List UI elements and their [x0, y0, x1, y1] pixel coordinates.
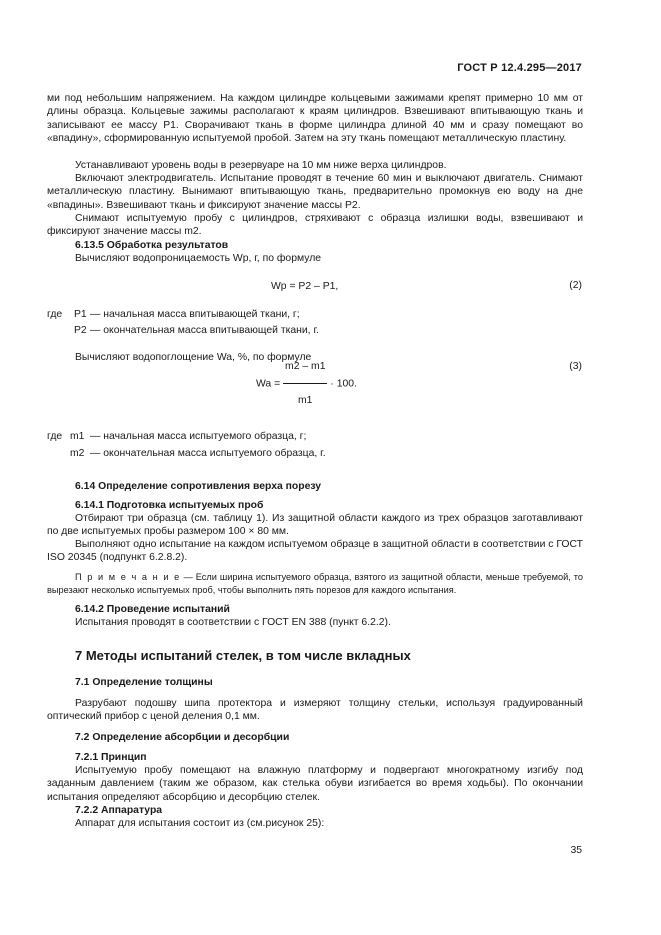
formula-2: Wp = P2 – P1, [271, 281, 339, 292]
paragraph-2: Устанавливают уровень воды в резервуаре на 10 мм ниже верха цилиндров. [75, 160, 447, 171]
section-7-1-title: 7.1 Определение толщины [75, 677, 213, 688]
formula-3 [256, 351, 357, 416]
formula-3-fraction [283, 351, 327, 416]
note-label: П р и м е ч а н и е [75, 572, 181, 582]
where-1-symbol-1: P1 [74, 309, 87, 320]
paragraph-4: Снимают испытуемую пробу с цилиндров, стряхивают с образца излишки воды, взвешивают и фиксируют значение массы m2. [47, 213, 583, 238]
formula-2-number: (2) [569, 280, 582, 291]
section-6-13-5-title: 6.13.5 Обработка результатов [75, 240, 229, 251]
page-number: 35 [570, 845, 582, 856]
where-1-symbol-2: P2 [74, 325, 87, 336]
section-6-14-2-p1: Испытания проводят в соответствии с ГОСТ EN 388 (пункт 6.2.2). [75, 617, 391, 628]
formula-3-lhs: Wa = [256, 378, 281, 390]
where-2-line-2: — окончательная масса испытуемого образца, г. [90, 448, 326, 459]
absorption-intro: Вычисляют водопоглощение Wa, %, по формуле [75, 352, 312, 363]
section-6-14-2-title: 6.14.2 Проведение испытаний [75, 604, 230, 615]
section-7-2-2-p1: Аппарат для испытания состоит из (см.рисунок 25): [75, 818, 325, 829]
section-6-14-1-p1: Отбирают три образца (см. таблицу 1). Из защитной области каждого из трех образцов заготавливают по две испытуемых пробы размером 100 × 80 мм. [47, 513, 583, 538]
note-text: — Если ширина испытуемого образца, взятого из защитной области, меньше требуемой, то вырезают несколько испытуемых проб, чтобы выполнить пять порезов для каждого испытания. [47, 572, 584, 595]
paragraph-1: ми под небольшим напряжением. На каждом цилиндре кольцевыми зажимами крепят примерно 10 мм от длины образца. Кольцевые зажимы располагают к краям цилиндров. Взвешивают впитывающую ткань и записывают ее массу P1. Сворачивают ткань в форме цилиндра длиной 40 мм и сразу помещают во «впадину», сформированную испытуемой пробой. Затем на эту ткань помещают металлическую пластину. [47, 93, 583, 144]
section-6-14-title: 6.14 Определение сопротивления верха порезу [75, 481, 322, 492]
document-header: ГОСТ Р 12.4.295—2017 [457, 62, 582, 74]
section-6-14-1-note [47, 571, 583, 596]
section-6-14-1-title: 6.14.1 Подготовка испытуемых проб [75, 500, 264, 511]
formula-3-numerator: m2 – m1 [283, 351, 327, 384]
section-7-1-p1: Разрубают подошву шипа протектора и измеряют толщину стельки, используя градуированный оптический прибор с ценой деления 0,1 мм. [47, 698, 583, 723]
formula-3-denominator: m1 [298, 395, 313, 406]
where-2-symbol-1: m1 [70, 431, 85, 442]
formula-3-tail: · 100. [330, 378, 357, 390]
section-6-14-1-p2: Выполняют одно испытание на каждом испытуемом образце в защитной области в соответствии с ГОСТ ISO 20345 (подпункт 6.2.8.2). [47, 539, 583, 564]
where-2-symbol-2: m2 [70, 448, 85, 459]
where-1-line-2: — окончательная масса впитывающей ткани, г. [90, 325, 319, 336]
paragraph-3: Включают электродвигатель. Испытание проводят в течение 60 мин и выключают двигатель. Снимают металлическую пластину. Вынимают впитывающую ткань, предварительно промокнув ею воду на дне «впадины». Взвешивают ткань и фиксируют значение массы P2. [47, 173, 583, 211]
where-1-line-1: — начальная масса впитывающей ткани, г; [90, 309, 300, 320]
section-7-2-title: 7.2 Определение абсорбции и десорбции [75, 732, 290, 743]
where-label-2: где [47, 431, 63, 442]
section-7-2-1-title: 7.2.1 Принцип [75, 752, 147, 763]
where-2-line-1: — начальная масса испытуемого образца, г; [90, 431, 307, 442]
section-7-2-2-title: 7.2.2 Аппаратура [75, 805, 163, 816]
section-7-title: 7 Методы испытаний стелек, в том числе вкладных [75, 648, 411, 663]
permeability-intro: Вычисляют водопроницаемость Wp, г, по формуле [75, 253, 322, 264]
section-7-2-1-p1: Испытуемую пробу помещают на влажную платформу и подвергают многократному изгибу под заданным давлением (таким же образом, как стелька обуви изгибается во время ходьбы). По окончании испытания определяют абсорбцию и десорбцию стелек. [47, 765, 583, 803]
formula-3-number: (3) [569, 361, 582, 372]
where-label-1: где [47, 309, 63, 320]
